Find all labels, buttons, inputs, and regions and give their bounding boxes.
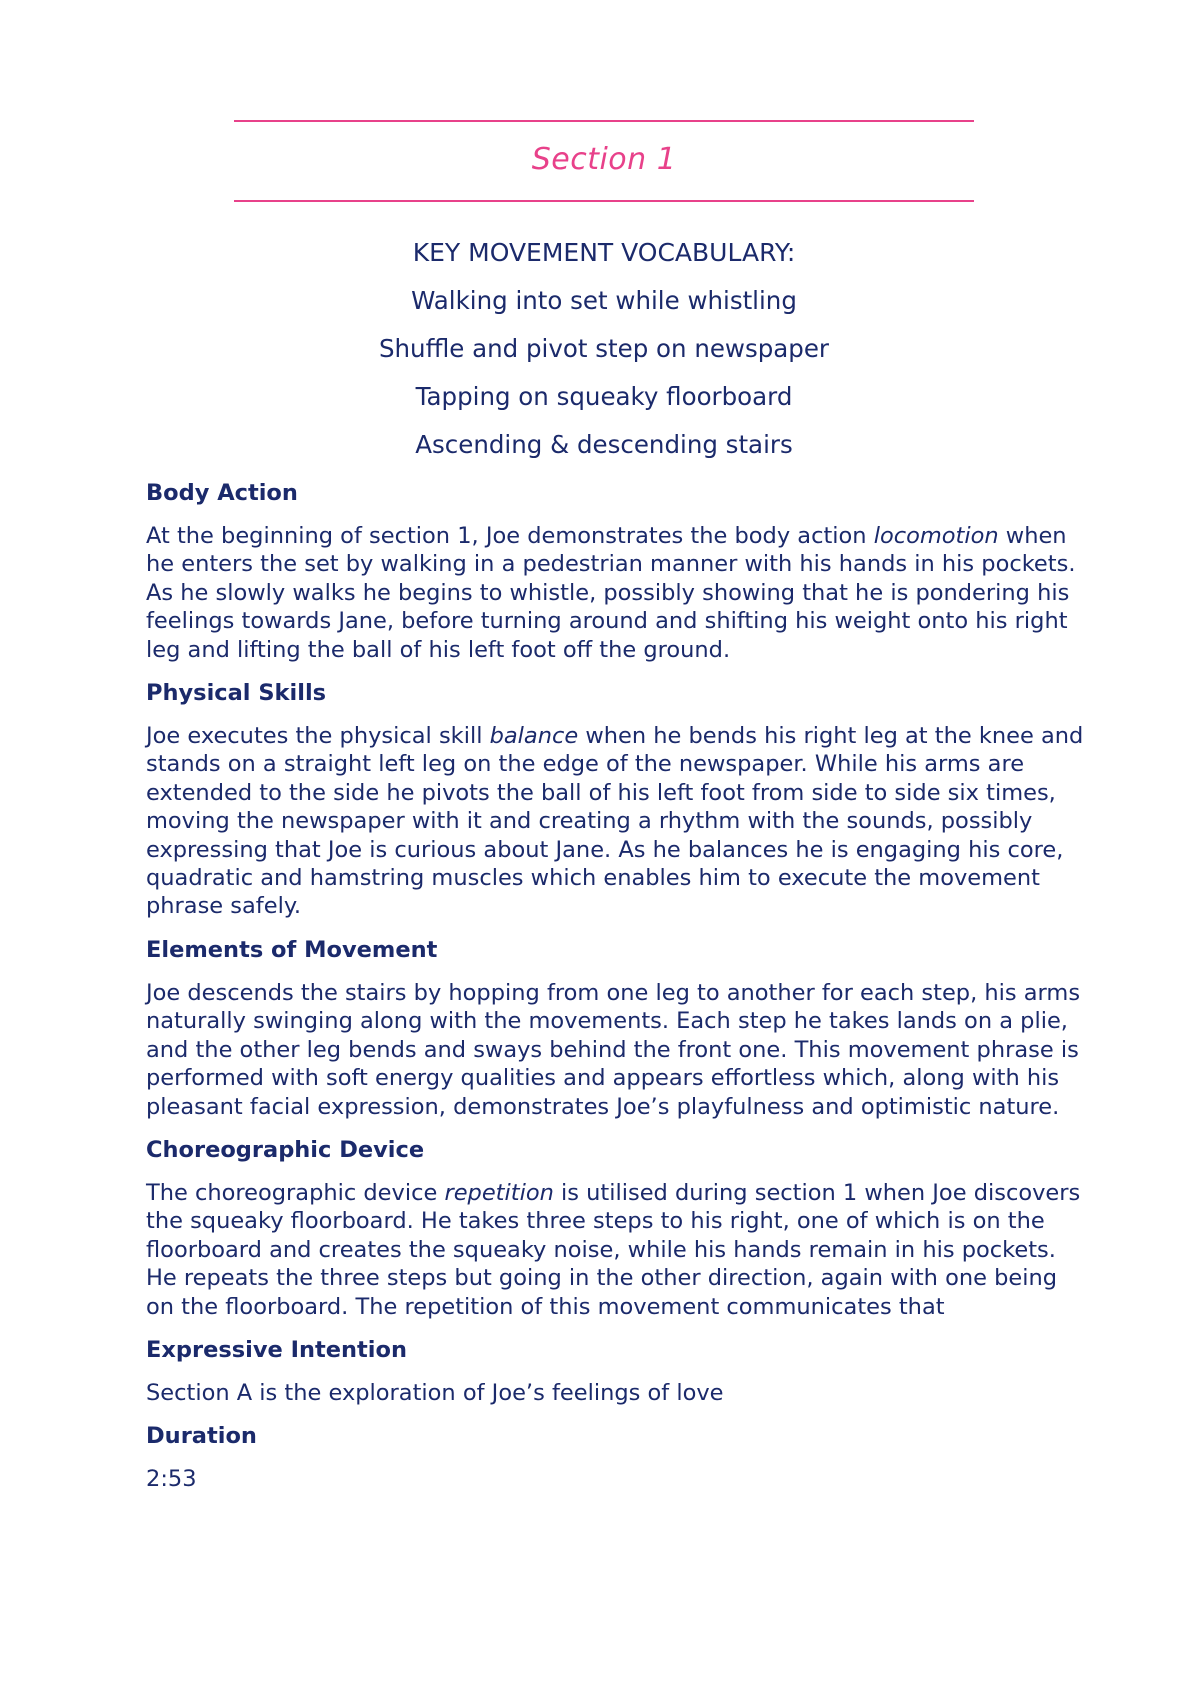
analysis-content	[146, 478, 1086, 1508]
elements-of-movement-paragraph: Joe descends the stairs by hopping from one leg to another for each step, his arms naturally swinging along with the movements. Each step he takes lands on a plie, and the other leg bends and sways behind the front one. This movement phrase is performed with soft energy qualities and appears effortless which, along with his pleasant facial expression, demonstrates Joe’s playfulness and optimistic nature.	[146, 979, 1081, 1120]
body-action-section	[146, 478, 1086, 664]
expressive-intention-section	[146, 1335, 1086, 1407]
expressive-intention-paragraph: Section A is the exploration of Joe’s feelings of love	[146, 1379, 724, 1406]
section-top-rule	[234, 120, 974, 122]
physical-skills-heading: Physical Skills	[146, 680, 327, 707]
physical-skills-paragraph	[146, 722, 1086, 921]
physical-skills-section	[146, 678, 1086, 921]
duration-heading: Duration	[146, 1423, 257, 1450]
section-bottom-rule	[234, 200, 974, 202]
choreographic-device-emphasis: repetition	[444, 1179, 554, 1206]
section-title: Section 1	[531, 142, 677, 177]
body-action-heading: Body Action	[146, 480, 298, 506]
vocabulary-heading-text: KEY MOVEMENT VOCABULARY	[412, 238, 787, 267]
elements-of-movement-heading: Elements of Movement	[146, 936, 438, 963]
vocabulary-item: Shuffle and pivot step on newspaper	[378, 334, 830, 363]
physical-skills-emphasis: balance	[489, 723, 579, 750]
elements-of-movement-section	[146, 935, 1086, 1121]
choreographic-device-text-1: The choreographic device	[146, 1179, 445, 1206]
choreographic-device-heading: Choreographic Device	[146, 1136, 425, 1163]
physical-skills-text-1: Joe executes the physical skill	[146, 723, 490, 750]
expressive-intention-heading: Expressive Intention	[146, 1336, 407, 1363]
body-action-paragraph	[146, 522, 1086, 664]
choreographic-device-section	[146, 1135, 1086, 1321]
vocabulary-item: Walking into set while whistling	[411, 286, 797, 315]
vocabulary-item: Tapping on squeaky floorboard	[415, 382, 793, 411]
physical-skills-text-2: when he bends his right leg at the knee and stands on a straight left leg on the edge of the newspaper. While his arms are extended to the side he pivots the ball of his left foot from side to side six times, moving the newspaper with it and creating a rhythm with the sounds, possibly expressing that Joe is curious about Jane. As he balances he is engaging his core, quadratic and hamstring muscles which enables him to execute the movement phrase safely.	[146, 723, 1084, 920]
key-movement-vocabulary	[234, 236, 974, 476]
vocabulary-heading	[234, 236, 974, 270]
choreographic-device-text-2: is utilised during section 1 when Joe discovers the squeaky floorboard. He takes three steps to his right, one of which is on the floorboard and creates the squeaky noise, while his hands remain in his pockets. He repeats the three steps but going in the other direction, again with one being on the floorboard. The repetition of this movement communicates that	[146, 1179, 1081, 1320]
body-action-text-2: when he enters the set by walking in a pedestrian manner with his hands in his pockets. As he slowly walks he begins to whistle, possibly showing that he is pondering his feelings towards Jane, before turning around and shifting his weight onto his right leg and lifting the ball of his left foot off the ground.	[146, 523, 1076, 663]
body-action-emphasis: locomotion	[873, 523, 999, 549]
body-action-text-1: At the beginning of section 1, Joe demonstrates the body action	[146, 523, 874, 549]
duration-section	[146, 1421, 1086, 1493]
vocabulary-item: Ascending & descending stairs	[415, 430, 793, 459]
vocabulary-heading-colon: :	[786, 238, 796, 267]
duration-value: 2:53	[146, 1466, 197, 1493]
choreographic-device-paragraph	[146, 1179, 1086, 1321]
